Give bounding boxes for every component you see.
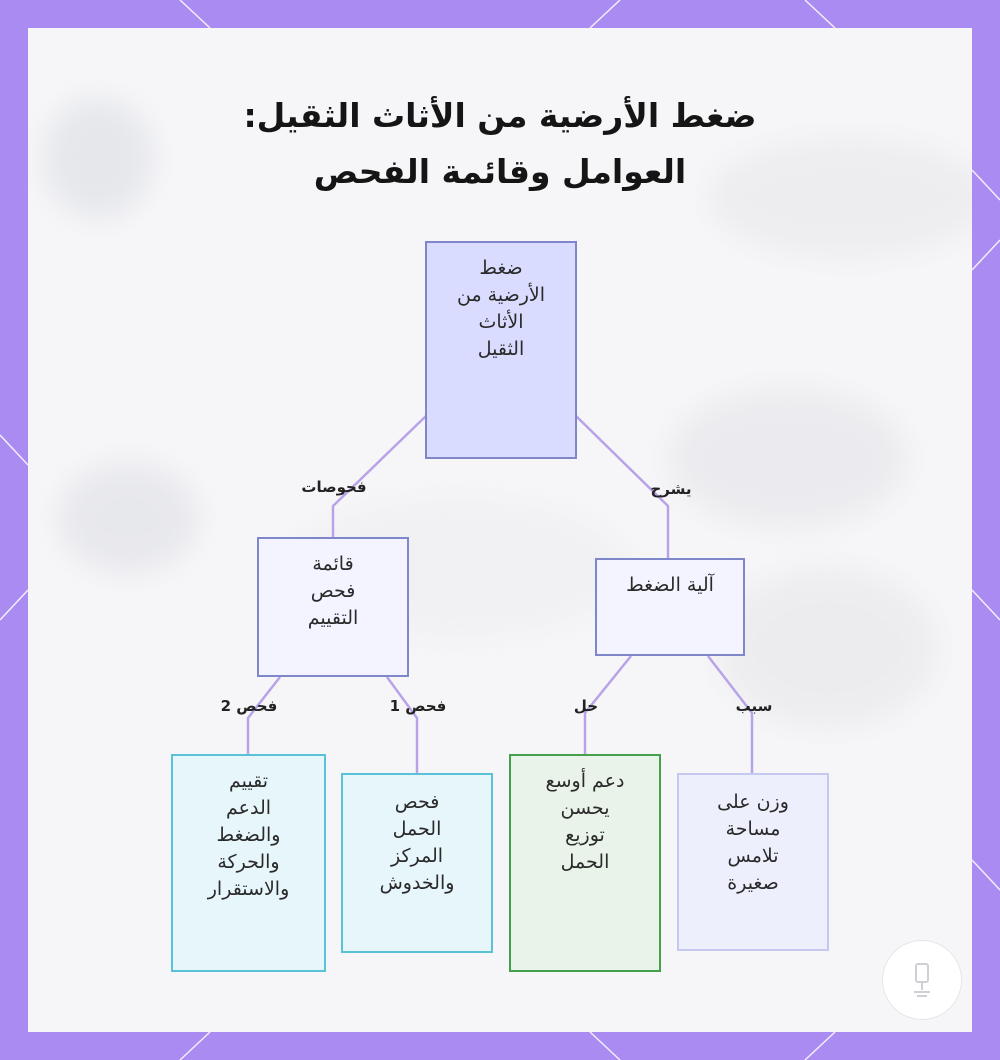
node-solution: دعم أوسع يحسن توزيع الحمل [509,754,661,972]
node-assessment-checklist: قائمة فحص التقييم [257,537,409,677]
edge-label-cause: سبب [735,697,773,715]
edge-root-checklist [333,416,426,537]
title-line-2: العوامل وقائمة الفحص [313,152,687,191]
node-check-1: فحص الحمل المركز والخدوش [341,773,493,953]
node-cause: وزن على مساحة تلامس صغيرة [677,773,829,951]
edge-label-check-2: فحص 2 [220,697,278,715]
diagram-card [28,28,972,1032]
node-floor-pressure: ضغط الأرضية من الأثاث الثقيل [425,241,577,459]
edge-label-explains: يشرح [650,480,692,498]
edge-checklist-check1 [387,677,417,773]
edge-label-checks: فحوصات [301,478,367,496]
edge-checklist-check2 [248,677,280,754]
edge-label-solution: حل [573,697,599,715]
lamp-icon [907,960,937,1000]
node-check-2: تقييم الدعم والضغط والحركة والاستقرار [171,754,326,972]
title-line-1: ضغط الأرضية من الأثاث الثقيل: [243,96,757,135]
logo-badge-icon [882,940,962,1020]
edge-lines [28,28,972,1032]
node-pressure-mechanism: آلية الضغط [595,558,745,656]
edge-label-check-1: فحص 1 [389,697,447,715]
